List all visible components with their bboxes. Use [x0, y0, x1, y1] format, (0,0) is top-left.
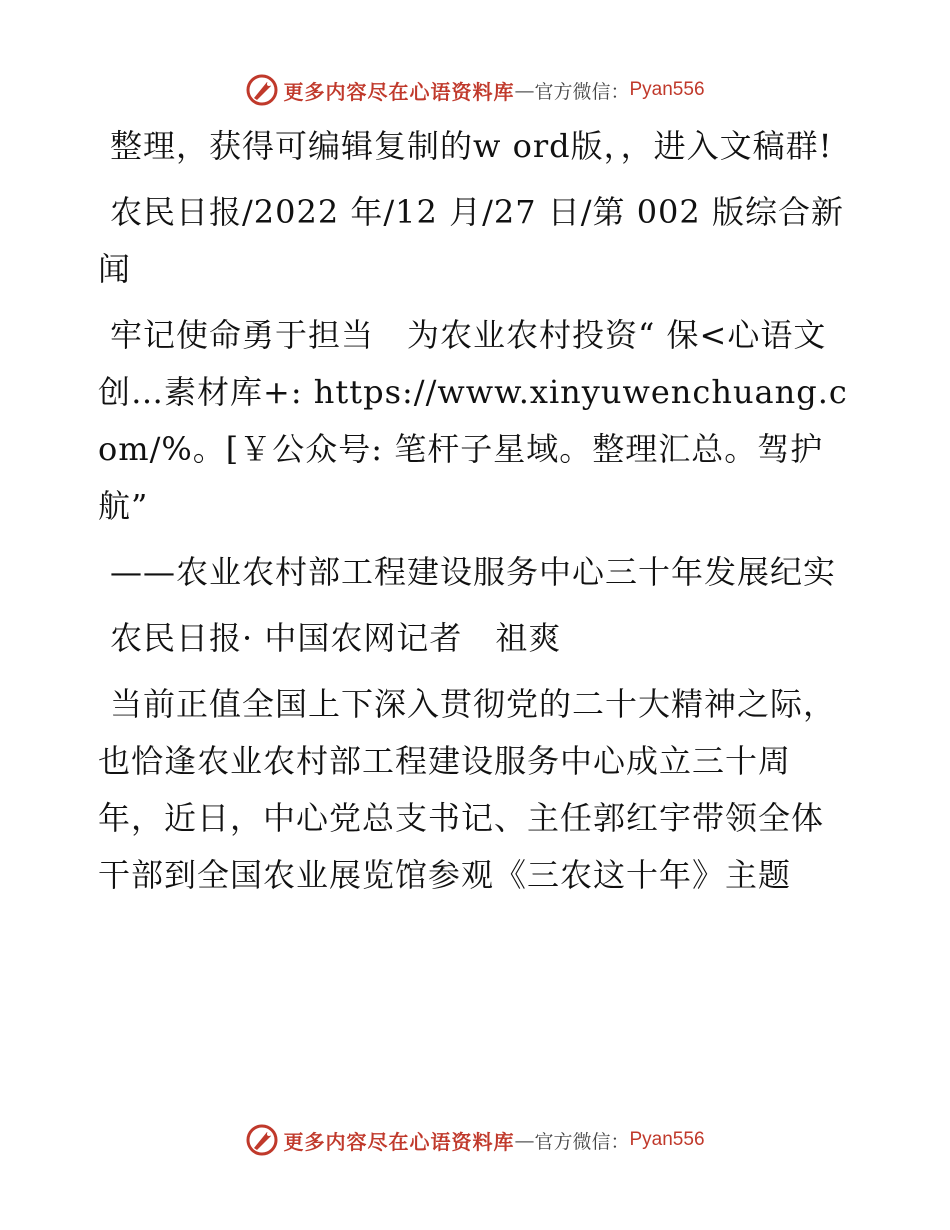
- paragraph-intro: 整理，获得可编辑复制的w ord版，，进入文稿群!: [110, 127, 833, 165]
- article-paragraph: 当前正值全国上下深入贯彻党的二十大精神之际，也恰逢农业农村部工程建设服务中心成立三十周年，近日，中心党总支书记、主任郭红宇带领全体干部到全国农业展览馆参观《三农这十年》主题: [98, 685, 837, 894]
- article-subtitle: ——农业农村部工程建设服务中心三十年发展纪实: [110, 553, 837, 591]
- footer-banner: [0, 1122, 950, 1158]
- banner-wechat-id: Pyan556: [629, 79, 705, 100]
- banner-wechat-id: Pyan556: [629, 1129, 705, 1150]
- banner-separator: —: [514, 78, 535, 102]
- banner-main-text: 更多内容尽在心语资料库: [283, 79, 515, 104]
- banner-wechat-label: 官方微信：: [534, 1130, 630, 1153]
- article-title: 牢记使命勇于担当 为农业农村投资“ 保<心语文创…素材库+: https://www.xinyuwenchuang.com/%。[￥公众号: 笔杆子星域。整理汇总。驾护航”: [98, 316, 848, 525]
- paragraph-source: 农民日报/2022 年/12 月/27 日/第 002 版综合新闻: [98, 193, 844, 288]
- banner-wechat-label: 官方微信：: [534, 80, 630, 103]
- banner-main-text: 更多内容尽在心语资料库: [283, 1129, 515, 1154]
- document-body: [98, 118, 850, 913]
- header-banner: [0, 72, 950, 108]
- banner-separator: —: [514, 1128, 535, 1152]
- pen-nib-icon: [245, 1123, 279, 1157]
- pen-nib-icon: [245, 73, 279, 107]
- article-byline: 农民日报· 中国农网记者 祖爽: [110, 619, 562, 657]
